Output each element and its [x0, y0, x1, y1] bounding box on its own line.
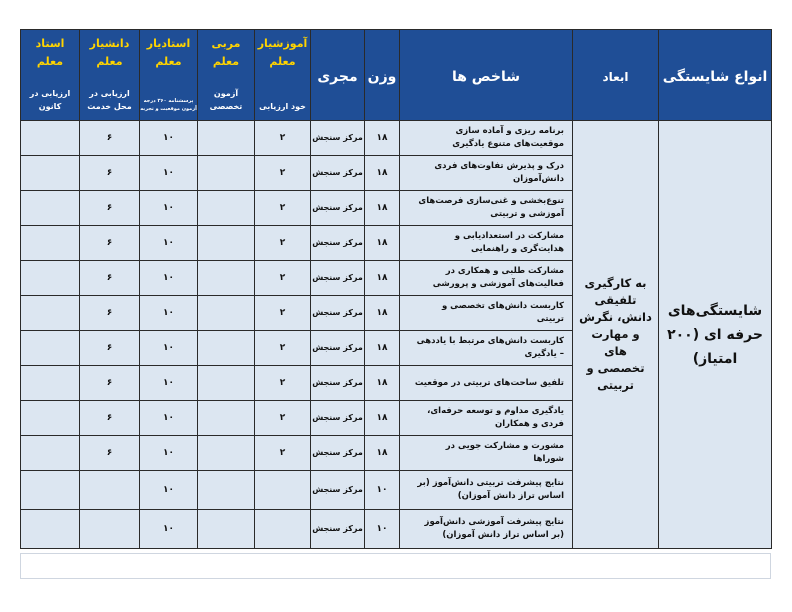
competency-table — [20, 29, 772, 549]
associate-cell — [80, 471, 140, 510]
associate-cell: ۶ — [80, 401, 140, 436]
indicator-cell: برنامه ریزی و آماده سازی موقعیت‌های متنوع یادگیری — [400, 121, 573, 156]
weight-cell: ۱۸ — [365, 156, 400, 191]
header-mentor-title: مربی معلم — [211, 37, 241, 68]
executor-cell: مرکز سنجش — [311, 191, 365, 226]
trainee-cell: ۲ — [255, 226, 311, 261]
trainee-cell: ۲ — [255, 331, 311, 366]
professor-cell — [21, 471, 80, 510]
assistant-cell: ۱۰ — [140, 366, 198, 401]
professor-cell — [21, 510, 80, 549]
indicator-cell: مشارکت طلبی و همکاری در فعالیت‌های آموزشی و پرورشی — [400, 261, 573, 296]
indicator-cell: مشورت و مشارکت جویی در شوراها — [400, 436, 573, 471]
dimension-cell: به کارگیری تلفیقی دانش، نگرش و مهارت های تخصصی و تربیتی — [573, 121, 659, 549]
table-body — [21, 121, 772, 549]
mentor-cell — [198, 436, 255, 471]
executor-cell: مرکز سنجش — [311, 226, 365, 261]
header-associate — [80, 30, 140, 121]
competency-type-cell: شایستگی‌های حرفه ای (۲۰۰ امتیاز) — [659, 121, 772, 549]
header-professor-sub: ارزیابی در کانون — [29, 89, 71, 111]
assistant-cell: ۱۰ — [140, 331, 198, 366]
associate-cell: ۶ — [80, 296, 140, 331]
header-row — [21, 30, 772, 121]
trainee-cell — [255, 510, 311, 549]
weight-cell: ۱۸ — [365, 121, 400, 156]
header-assistant — [140, 30, 198, 121]
header-trainee-title: آموزشیار معلم — [257, 37, 308, 68]
trainee-cell: ۲ — [255, 401, 311, 436]
assistant-cell: ۱۰ — [140, 436, 198, 471]
mentor-cell — [198, 296, 255, 331]
weight-cell: ۱۸ — [365, 401, 400, 436]
weight-cell: ۱۸ — [365, 296, 400, 331]
indicator-cell: نتایج پیشرفت تربیتی دانش‌آموز (بر اساس تراز دانش آموزان) — [400, 471, 573, 510]
mentor-cell — [198, 121, 255, 156]
executor-cell: مرکز سنجش — [311, 261, 365, 296]
indicator-cell: کاربست دانش‌های تخصصی و تربیتی — [400, 296, 573, 331]
weight-cell: ۱۸ — [365, 331, 400, 366]
header-assistant-sub: پرسشنامه ۳۶۰ درجه آزمون موقعیت و تجربه — [140, 98, 197, 112]
associate-cell: ۶ — [80, 436, 140, 471]
professor-cell — [21, 191, 80, 226]
assistant-cell: ۱۰ — [140, 226, 198, 261]
mentor-cell — [198, 191, 255, 226]
executor-cell: مرکز سنجش — [311, 331, 365, 366]
weight-cell: ۱۰ — [365, 471, 400, 510]
mentor-cell — [198, 471, 255, 510]
trainee-cell: ۲ — [255, 121, 311, 156]
professor-cell — [21, 296, 80, 331]
assistant-cell: ۱۰ — [140, 296, 198, 331]
mentor-cell — [198, 401, 255, 436]
trainee-cell: ۲ — [255, 191, 311, 226]
trainee-cell: ۲ — [255, 366, 311, 401]
associate-cell: ۶ — [80, 331, 140, 366]
executor-cell: مرکز سنجش — [311, 401, 365, 436]
indicator-cell: تلفیق ساحت‌های تربیتی در موقعیت — [400, 366, 573, 401]
header-indicator: شاخص ها — [400, 30, 573, 121]
professor-cell — [21, 261, 80, 296]
header-dimension: ابعاد — [573, 30, 659, 121]
associate-cell: ۶ — [80, 156, 140, 191]
associate-cell: ۶ — [80, 261, 140, 296]
header-professor — [21, 30, 80, 121]
header-associate-sub: ارزیابی در محل خدمت — [87, 89, 132, 111]
professor-cell — [21, 436, 80, 471]
table-row — [21, 121, 772, 156]
weight-cell: ۱۰ — [365, 510, 400, 549]
header-trainee-sub: خود ارزیابی — [259, 102, 306, 111]
assistant-cell: ۱۰ — [140, 261, 198, 296]
indicator-cell: کاربست دانش‌های مرتبط با یاددهی – یادگیری — [400, 331, 573, 366]
assistant-cell: ۱۰ — [140, 471, 198, 510]
trainee-cell: ۲ — [255, 156, 311, 191]
executor-cell: مرکز سنجش — [311, 296, 365, 331]
assistant-cell: ۱۰ — [140, 191, 198, 226]
indicator-cell: یادگیری مداوم و توسعه حرفه‌ای، فردی و همکاران — [400, 401, 573, 436]
professor-cell — [21, 226, 80, 261]
header-associate-title: دانشیار معلم — [89, 37, 130, 68]
mentor-cell — [198, 366, 255, 401]
header-mentor — [198, 30, 255, 121]
assistant-cell: ۱۰ — [140, 156, 198, 191]
weight-cell: ۱۸ — [365, 261, 400, 296]
weight-cell: ۱۸ — [365, 436, 400, 471]
mentor-cell — [198, 331, 255, 366]
professor-cell — [21, 366, 80, 401]
professor-cell — [21, 121, 80, 156]
associate-cell: ۶ — [80, 226, 140, 261]
header-competency-type: انواع شایستگی — [659, 30, 772, 121]
professor-cell — [21, 401, 80, 436]
indicator-cell: نتایج پیشرفت آموزشی دانش‌آموز (بر اساس تراز دانش آموزان) — [400, 510, 573, 549]
indicator-cell: مشارکت در استعدادیابی و هدایت‌گری و راهنمایی — [400, 226, 573, 261]
associate-cell: ۶ — [80, 366, 140, 401]
trainee-cell: ۲ — [255, 261, 311, 296]
executor-cell: مرکز سنجش — [311, 436, 365, 471]
executor-cell: مرکز سنجش — [311, 471, 365, 510]
trainee-cell — [255, 471, 311, 510]
associate-cell: ۶ — [80, 191, 140, 226]
executor-cell: مرکز سنجش — [311, 156, 365, 191]
mentor-cell — [198, 510, 255, 549]
executor-cell: مرکز سنجش — [311, 121, 365, 156]
associate-cell — [80, 510, 140, 549]
professor-cell — [21, 156, 80, 191]
header-trainee — [255, 30, 311, 121]
trainee-cell: ۲ — [255, 436, 311, 471]
empty-footer-box — [20, 553, 771, 579]
mentor-cell — [198, 226, 255, 261]
trainee-cell: ۲ — [255, 296, 311, 331]
weight-cell: ۱۸ — [365, 366, 400, 401]
assistant-cell: ۱۰ — [140, 401, 198, 436]
assistant-cell: ۱۰ — [140, 121, 198, 156]
header-assistant-title: استادیار معلم — [146, 37, 191, 68]
executor-cell: مرکز سنجش — [311, 510, 365, 549]
indicator-cell: تنوع‌بخشی و غنی‌سازی فرصت‌های آموزشی و تربیتی — [400, 191, 573, 226]
indicator-cell: درک و پذیرش تفاوت‌های فردی دانش‌آموزان — [400, 156, 573, 191]
header-mentor-sub: آزمون تخصصی — [209, 89, 243, 111]
associate-cell: ۶ — [80, 121, 140, 156]
professor-cell — [21, 331, 80, 366]
mentor-cell — [198, 261, 255, 296]
weight-cell: ۱۸ — [365, 191, 400, 226]
header-executor: مجری — [311, 30, 365, 121]
assistant-cell: ۱۰ — [140, 510, 198, 549]
header-professor-title: استاد معلم — [35, 37, 65, 68]
header-weight: وزن — [365, 30, 400, 121]
executor-cell: مرکز سنجش — [311, 366, 365, 401]
weight-cell: ۱۸ — [365, 226, 400, 261]
mentor-cell — [198, 156, 255, 191]
